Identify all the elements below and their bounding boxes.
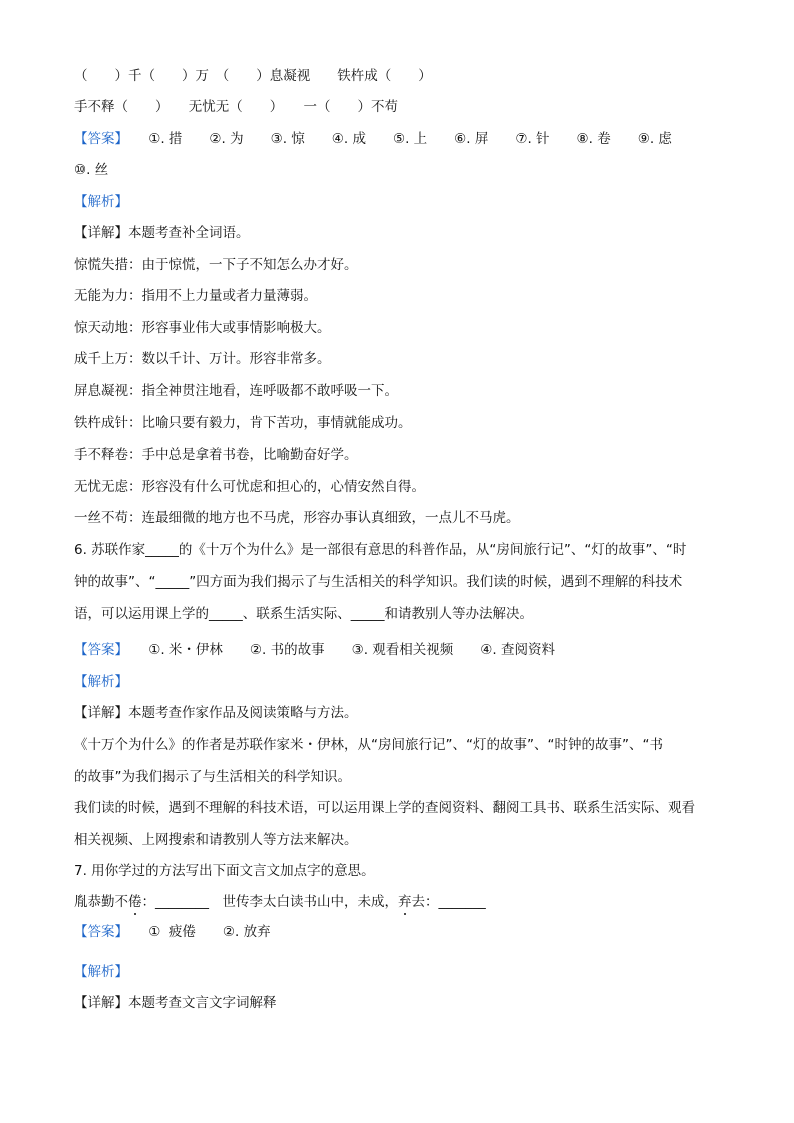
text-line-22 [74,735,734,755]
text-line-15 [74,508,734,528]
line-text: 【详解】本题考查文言文字词解释 [74,995,277,1011]
section-tag: 【解析】 [74,194,128,210]
line-text: 钟的故事”、“_____”四方面为我们揭示了与生活相关的科学知识。我们读的时候，遇到不理解的科技术 [74,574,683,590]
line-text: 7. 用你学过的方法写出下面文言文加点字的意思。 [74,863,375,879]
line-text: ①. 措 ②. 为 ③. 惊 ④. 成 ⑤. 上 ⑥. 屏 ⑦. 针 ⑧. 卷 ⑨. 虑 [121,131,672,147]
text-line-23 [74,767,734,787]
line-text: 语，可以运用课上学的_____、联系生活实际、_____和请教别人等办法解决。 [74,606,533,622]
line-text: 手不释卷：手中总是拿着书卷，比喻勤奋好学。 [74,447,358,463]
line-text: 胤恭勤不 [74,894,128,910]
line-text: 无能为力：指用不上力量或者力量薄弱。 [74,288,317,304]
text-line-8 [74,286,734,306]
line-text: 一丝不苟：连最细微的地方也不马虎，形容办事认真细致，一点儿不马虎。 [74,510,520,526]
text-line-27 [74,892,734,912]
line-text: ：________ 世传李太白读书山中，未成， [141,894,398,910]
text-line-7 [74,255,734,275]
text-line-30 [74,993,734,1013]
text-line-18 [74,604,734,624]
section-tag: 【答案】 [74,131,122,147]
text-line-29 [74,962,734,982]
text-line-5 [74,192,734,212]
section-tag: 【答案】 [74,924,122,940]
text-line-12 [74,413,734,433]
text-line-17 [74,572,734,592]
line-text: 相关视频、上网搜索和请教别人等方法来解决。 [74,832,358,848]
line-text: 惊慌失措：由于惊慌，一下子不知怎么办才好。 [74,257,358,273]
dotted-character: 倦 [128,894,142,910]
line-text: 成千上万：数以千计、万计。形容非常多。 [74,351,331,367]
text-line-4 [74,160,734,180]
line-text: 铁杵成针：比喻只要有毅力，肯下苦功，事情就能成功。 [74,415,412,431]
text-line-10 [74,349,734,369]
line-text: 无忧无虑：形容没有什么可忧虑和担心的，心情安然自得。 [74,479,425,495]
text-line-20 [74,672,734,692]
line-text: 的故事”为我们揭示了与生活相关的科学知识。 [74,769,351,785]
line-text: ⑩. 丝 [74,162,109,178]
text-line-21 [74,703,734,723]
text-line-1 [74,66,734,86]
text-line-28 [74,922,734,942]
text-line-24 [74,798,734,818]
line-text: 惊天动地：形容事业伟大或事情影响极大。 [74,320,331,336]
line-text: ① 疲倦 ②. 放弃 [121,924,271,940]
section-tag: 【解析】 [74,964,128,980]
line-text: 屏息凝视：指全神贯注地看，连呼吸都不敢呼吸一下。 [74,383,398,399]
text-line-14 [74,477,734,497]
text-line-3 [74,129,734,149]
section-tag: 【答案】 [74,642,122,658]
line-text: 我们读的时候，遇到不理解的科技术语，可以运用课上学的查阅资料、翻阅工具书、联系生活实际、观看 [74,800,695,816]
line-text: 6. 苏联作家_____的《十万个为什么》是一部很有意思的科普作品，从“房间旅行记”、“灯的故事”、“时 [74,542,687,558]
section-tag: 【解析】 [74,674,128,690]
text-line-2 [74,97,734,117]
line-text: （ ）千（ ）万 （ ）息凝视 铁杵成（ ） [74,68,432,84]
text-line-19 [74,640,734,660]
line-text: 【详解】本题考查补全词语。 [74,225,250,241]
line-text: 《十万个为什么》的作者是苏联作家米・伊林，从“房间旅行记”、“灯的故事”、“时钟的故事”、“书 [74,737,663,753]
text-line-16 [74,540,734,560]
dotted-character: 弃 [398,894,412,910]
line-text: 【详解】本题考查作家作品及阅读策略与方法。 [74,705,358,721]
line-text: ①. 米・伊林 ②. 书的故事 ③. 观看相关视频 ④. 查阅资料 [121,642,555,658]
text-line-26 [74,861,734,881]
line-text: 去：_______ [411,894,486,910]
text-line-25 [74,830,734,850]
line-text: 手不释（ ） 无忧无（ ） 一（ ）不苟 [74,99,398,115]
text-line-13 [74,445,734,465]
text-line-6 [74,223,734,243]
text-line-9 [74,318,734,338]
text-line-11 [74,381,734,401]
